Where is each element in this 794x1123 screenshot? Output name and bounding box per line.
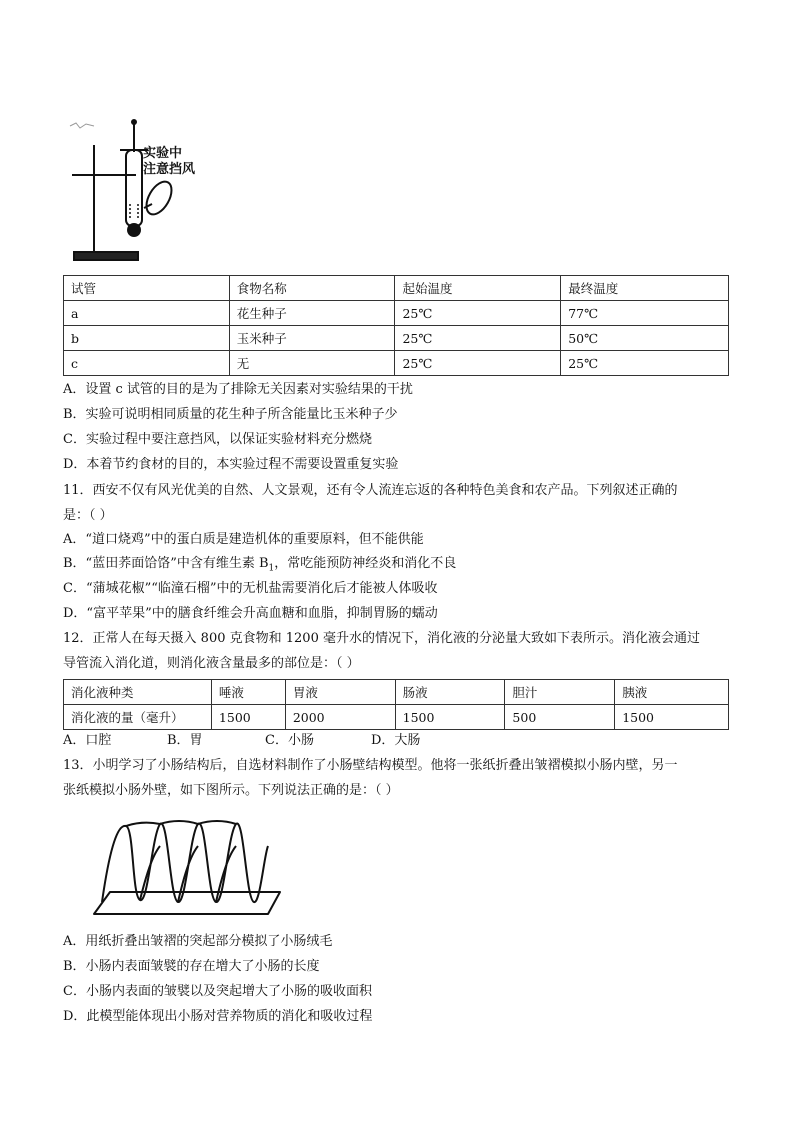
table-header-cell: 食物名称: [229, 276, 395, 301]
q11-stem-line1: 11．西安不仅有风光优美的自然、人文景观，还有令人流连忘返的各种特色美食和农产品。下列叙述正确的: [63, 483, 678, 498]
table-cell: 玉米种子: [229, 326, 395, 351]
table-cell: 25℃: [395, 301, 561, 326]
q13-stem-line1: 13．小明学习了小肠结构后，自选材料制作了小肠壁结构模型。他将一张纸折叠出皱褶模拟小肠内壁，另一: [63, 758, 678, 773]
q11-option-b: [63, 555, 733, 578]
q10-option-d: D．本着节约食材的目的，本实验过程不需要设置重复实验: [63, 457, 399, 472]
table-cell: 50℃: [561, 326, 729, 351]
table-header-cell: 试管: [64, 276, 230, 301]
table-cell: a: [64, 301, 230, 326]
combustion-apparatus-figure: [64, 112, 214, 267]
table-header-cell: 胃液: [285, 680, 395, 705]
folded-paper-model-figure: [92, 816, 282, 920]
q12-option-a: A．口腔: [63, 733, 112, 748]
table-row: [64, 351, 729, 376]
q12-stem-line2: 导管流入消化道，则消化液含量最多的部位是：（ ）: [63, 656, 360, 671]
experiment-table: [63, 275, 729, 376]
q11-option-a: A．“道口烧鸡”中的蛋白质是建造机体的重要原料，但不能供能: [63, 532, 424, 547]
table-cell: 25℃: [395, 326, 561, 351]
figure-caption: [143, 146, 195, 178]
q13-option-c: C．小肠内表面的皱襞以及突起增大了小肠的吸收面积: [63, 984, 372, 999]
table-header-row: [64, 276, 729, 301]
table-header-cell: 消化液种类: [64, 680, 212, 705]
digestive-juice-table: [63, 679, 729, 730]
table-cell: 500: [505, 705, 615, 730]
q11-option-c: C．“蒲城花椒”“临潼石榴”中的无机盐需要消化后才能被人体吸收: [63, 581, 438, 596]
q13-stem-line2: 张纸模拟小肠外壁，如下图所示。下列说法正确的是：（ ）: [63, 783, 399, 798]
q11-option-b-text: B．“蓝田荞面饸饹”中含有维生素 B: [63, 556, 269, 571]
table-row: [64, 301, 729, 326]
q12-option-d: D．大肠: [371, 733, 421, 748]
table-header-row: [64, 680, 729, 705]
q12-option-c: C．小肠: [265, 733, 314, 748]
table-header-cell: 胆汁: [505, 680, 615, 705]
table-row: [64, 326, 729, 351]
table-header-cell: 起始温度: [395, 276, 561, 301]
table-cell: 2000: [285, 705, 395, 730]
q11-option-b-subscript: 1: [268, 563, 275, 574]
q11-option-d: D．“富平苹果”中的膳食纤维会升高血糖和血脂，抑制胃肠的蠕动: [63, 606, 438, 621]
q10-option-a: A．设置 c 试管的目的是为了排除无关因素对实验结果的干扰: [63, 382, 413, 397]
table-header-cell: 肠液: [395, 680, 505, 705]
q12-option-b: B．胃: [167, 733, 203, 748]
table-cell: 消化液的量（毫升）: [64, 705, 212, 730]
q13-option-b: B．小肠内表面皱襞的存在增大了小肠的长度: [63, 959, 320, 974]
table-cell: 1500: [615, 705, 729, 730]
table-cell: 1500: [211, 705, 285, 730]
table-cell: b: [64, 326, 230, 351]
q12-stem-line1: 12．正常人在每天摄入 800 克食物和 1200 毫升水的情况下，消化液的分泌量大致如下表所示。消化液会通过: [63, 631, 700, 646]
table-cell: 25℃: [395, 351, 561, 376]
q13-option-a: A．用纸折叠出皱褶的突起部分模拟了小肠绒毛: [63, 934, 333, 949]
table-header-cell: 最终温度: [561, 276, 729, 301]
figure-caption-line1: 实验中: [143, 146, 183, 161]
q11-stem-line2: 是：（ ）: [63, 508, 113, 523]
q10-option-c: C．实验过程中要注意挡风，以保证实验材料充分燃烧: [63, 432, 372, 447]
table-header-cell: 胰液: [615, 680, 729, 705]
q12-options: [63, 732, 733, 750]
table-row: [64, 705, 729, 730]
table-cell: 77℃: [561, 301, 729, 326]
figure-caption-line2: 注意挡风: [143, 162, 196, 177]
table-cell: 花生种子: [229, 301, 395, 326]
q10-option-b: B．实验可说明相同质量的花生种子所含能量比玉米种子少: [63, 407, 398, 422]
table-cell: 无: [229, 351, 395, 376]
q13-option-d: D．此模型能体现出小肠对营养物质的消化和吸收过程: [63, 1009, 373, 1024]
table-cell: 25℃: [561, 351, 729, 376]
table-cell: c: [64, 351, 230, 376]
table-cell: 1500: [395, 705, 505, 730]
table-header-cell: 唾液: [211, 680, 285, 705]
q11-option-b-text-end: ，常吃能预防神经炎和消化不良: [274, 556, 457, 571]
